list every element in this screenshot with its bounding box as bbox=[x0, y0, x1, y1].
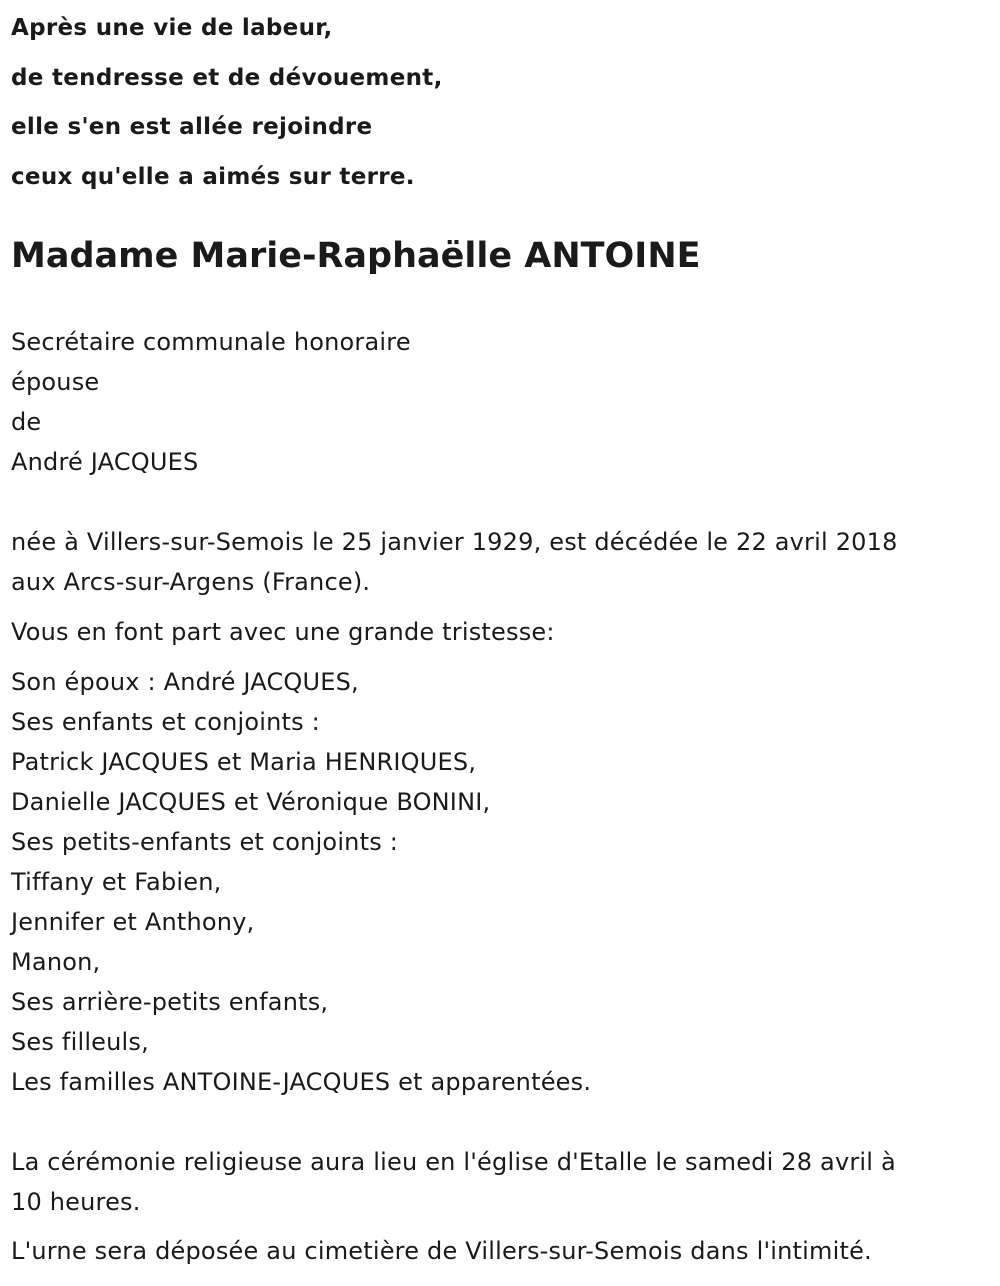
family-line: Manon, bbox=[11, 948, 101, 976]
family-line: Ses arrière-petits enfants, bbox=[11, 988, 329, 1016]
family-line: Jennifer et Anthony, bbox=[11, 908, 255, 936]
titles-block bbox=[11, 322, 411, 482]
family-line: Ses enfants et conjoints : bbox=[11, 708, 320, 736]
family-line: Ses filleuls, bbox=[11, 1028, 149, 1056]
ceremony-line: 10 heures. bbox=[11, 1188, 141, 1216]
family-line: Ses petits-enfants et conjoints : bbox=[11, 828, 399, 856]
epigraph-line: Après une vie de labeur, bbox=[11, 15, 333, 41]
ceremony-paragraph bbox=[11, 1142, 986, 1222]
epigraph-line: elle s'en est allée rejoindre bbox=[11, 114, 373, 140]
birth-death-paragraph bbox=[11, 522, 986, 602]
urn-text: L'urne sera déposée au cimetière de Villers-sur-Semois dans l'intimité. bbox=[11, 1237, 872, 1265]
birth-death-line: aux Arcs-sur-Argens (France). bbox=[11, 568, 371, 596]
epigraph-line: ceux qu'elle a aimés sur terre. bbox=[11, 163, 415, 190]
announcement-line bbox=[11, 612, 555, 652]
announcement-text: Vous en font part avec une grande tristesse: bbox=[11, 618, 555, 646]
family-list bbox=[11, 662, 591, 1102]
birth-death-line: née à Villers-sur-Semois le 25 janvier 1929, est décédée le 22 avril 2018 bbox=[11, 528, 898, 556]
family-line: Les familles ANTOINE-JACQUES et apparentées. bbox=[11, 1068, 592, 1096]
title-line: Secrétaire communale honoraire bbox=[11, 328, 411, 356]
epigraph bbox=[11, 4, 443, 202]
epigraph-line: de tendresse et de dévouement, bbox=[11, 64, 443, 91]
family-line: Tiffany et Fabien, bbox=[11, 868, 222, 896]
urn-paragraph bbox=[11, 1231, 872, 1271]
ceremony-line: La cérémonie religieuse aura lieu en l'église d'Etalle le samedi 28 avril à bbox=[11, 1148, 896, 1176]
family-line: Patrick JACQUES et Maria HENRIQUES, bbox=[11, 748, 477, 776]
title-line: épouse bbox=[11, 368, 100, 396]
family-line: Son époux : André JACQUES, bbox=[11, 668, 359, 696]
family-line: Danielle JACQUES et Véronique BONINI, bbox=[11, 788, 491, 816]
deceased-name: Madame Marie-Raphaëlle ANTOINE bbox=[11, 236, 701, 276]
title-line: André JACQUES bbox=[11, 448, 199, 476]
title-line: de bbox=[11, 408, 42, 436]
